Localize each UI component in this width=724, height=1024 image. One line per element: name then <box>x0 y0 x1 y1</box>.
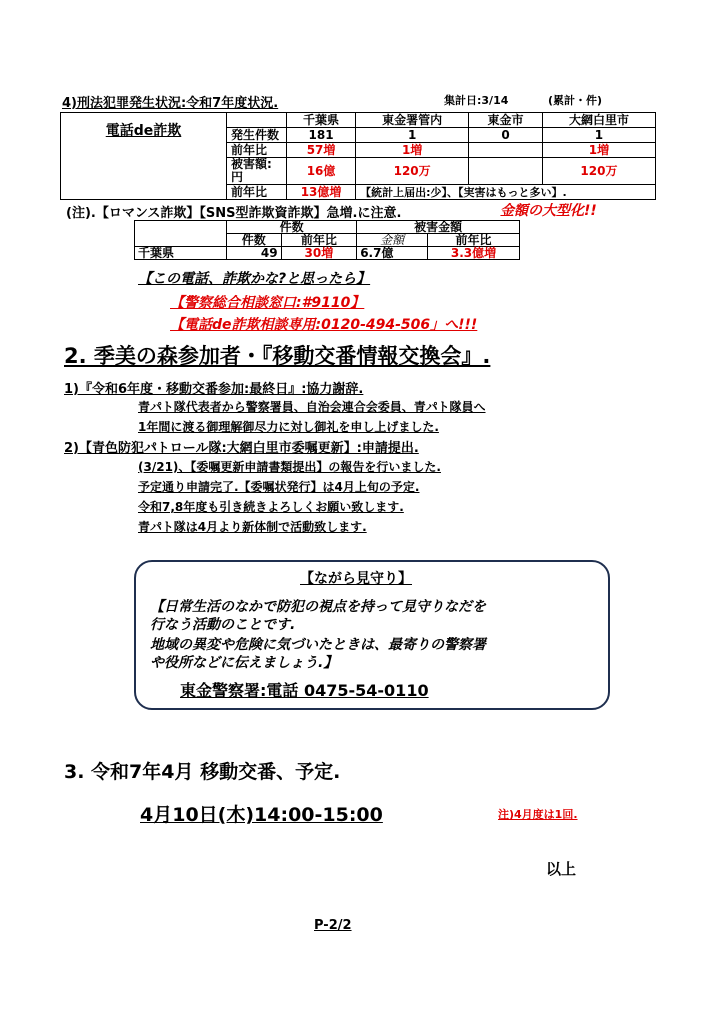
call-line-3: 【電話de詐欺相談専用:0120-494-506」へ!!! <box>170 317 478 333</box>
row-label: 千葉県 <box>135 247 227 260</box>
table-row <box>135 247 520 260</box>
page-number: P-2/2 <box>314 918 352 933</box>
item1-line: 青パト隊代表者から警察署員、自治会連合会委員、青パト隊員へ <box>138 400 486 414</box>
item2-line: 青パト隊は4月より新体制で活動致します. <box>138 520 367 534</box>
tally-date: 集計日:3/14 <box>444 94 509 107</box>
col-header: 千葉県 <box>287 113 356 128</box>
sub-header: 金額 <box>357 234 428 247</box>
item2-line: (3/21)、【委嘱更新申請書類提出】の報告を行いました. <box>138 460 441 474</box>
row-label: 発生件数 <box>227 128 287 143</box>
table-note: 【統計上届出:少】、【実害はもっと多い】. <box>356 185 656 200</box>
table-cell: 30増 <box>281 247 357 260</box>
item2-line: 令和7,8年度も引き続きよろしくお願い致します. <box>138 500 404 514</box>
item1-line: 1年間に渡る御理解御尽力に対し御礼を申し上げました. <box>138 420 439 434</box>
nagara-line: 地域の異変や危険に気づいたときは、最寄りの警察署 <box>150 637 486 653</box>
table-cell: 57増 <box>287 143 356 158</box>
schedule-date: 4月10日(木)14:00-15:00 <box>140 804 383 826</box>
table-cell <box>469 143 543 158</box>
table-cell: 120万 <box>356 158 469 185</box>
nagara-line: 行なう活動のことです. <box>150 617 296 633</box>
row-label: 前年比 <box>227 143 287 158</box>
call-line-2: 【警察総合相談窓口:#9110】 <box>170 295 365 311</box>
col-header: 大網白里市 <box>542 113 655 128</box>
table-cell: 1増 <box>356 143 469 158</box>
row-label: 前年比 <box>227 185 287 200</box>
col-header: 東金署管内 <box>356 113 469 128</box>
closing-text: 以上 <box>546 860 577 878</box>
section2-heading: 2. 季美の森参加者・『移動交番情報交換会』. <box>64 344 491 368</box>
table-cell: 0 <box>469 128 543 143</box>
nagara-title: 【ながら見守り】 <box>300 571 412 587</box>
col-header: 東金市 <box>469 113 543 128</box>
section3-heading: 3. 令和7年4月 移動交番、予定. <box>64 761 341 783</box>
crime-table <box>60 112 656 200</box>
schedule-note: 注)4月度は1回. <box>498 808 578 821</box>
table-cell: 1増 <box>542 143 655 158</box>
nagara-line: や役所などに伝えましょう.】 <box>150 655 338 671</box>
sub-header: 件数 <box>227 234 282 247</box>
item1-title: 1)『令和6年度・移動交番参加:最終日』:協力謝辞. <box>64 382 364 397</box>
table-cell: 1 <box>356 128 469 143</box>
section4-heading: 4)刑法犯罪発生状況:令和7年度状況. <box>62 96 279 111</box>
nagara-phone: 東金警察署:電話 0475-54-0110 <box>180 681 429 700</box>
row-label: 被害額:円 <box>227 158 287 185</box>
call-line-1: 【この電話、詐欺かな?と思ったら】 <box>138 271 371 287</box>
nagara-line: 【日常生活のなかで防犯の視点を持って見守りなだを <box>150 599 486 615</box>
table-cell: 13億増 <box>287 185 356 200</box>
sub-header: 前年比 <box>281 234 357 247</box>
romance-table <box>134 220 520 260</box>
table-cell: 1 <box>542 128 655 143</box>
sub-header: 前年比 <box>428 234 520 247</box>
group-header: 被害金額 <box>357 221 520 234</box>
item2-title: 2)【青色防犯パトロール隊:大網白里市委嘱更新】:申請提出. <box>64 441 419 456</box>
group-header: 件数 <box>227 221 357 234</box>
item2-line: 予定通り申請完了.【委嘱状発行】は4月上旬の予定. <box>138 480 420 494</box>
table-cell: 3.3億増 <box>428 247 520 260</box>
table-cell: 49 <box>227 247 282 260</box>
table-cell: 6.7億 <box>357 247 428 260</box>
table-cell: 16億 <box>287 158 356 185</box>
note-line: (注).【ロマンス詐欺】【SNS型詐欺資詐欺】急増.に注意. <box>66 206 402 221</box>
table-cell: 120万 <box>542 158 655 185</box>
note-emphasis: 金額の大型化!! <box>500 203 597 219</box>
tally-unit: (累計・件) <box>548 94 603 107</box>
table-cell <box>469 158 543 185</box>
table-cell: 181 <box>287 128 356 143</box>
crime-table-row-header: 電話de詐欺 <box>61 113 227 200</box>
